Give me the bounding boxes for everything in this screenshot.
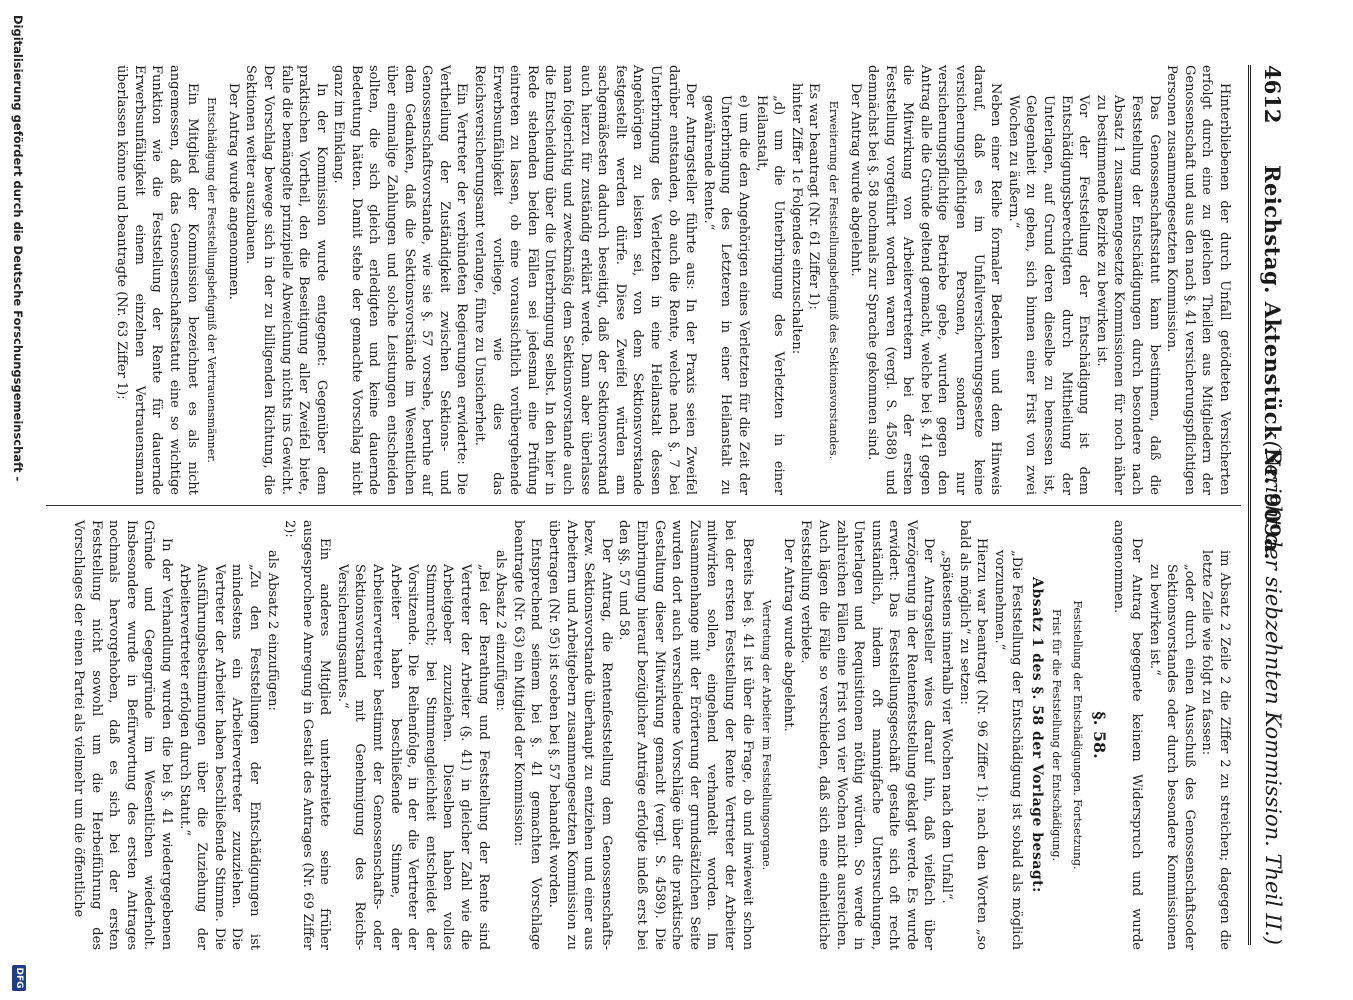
paragraph: Hinterbliebenen der durch Unfall getödteten Versicherten erfolgt durch eine zu gleichen Theilen aus Mitgliedern der Genossenschaft und aus den nach §. 41 versicherungspflichtigen Personen zusammengesetzten Kommission. (1164, 65, 1232, 495)
paragraph: „Die Feststellung der Entschädigung ist sobald als möglich vorzunehmen.“ (991, 550, 1025, 950)
paragraph: Der Antrag, die Rentenfeststellung dem Genossenschafts- bezw. Sektionsvorstande überhaupt zu entziehen und einer aus Arbeitern und Arbeitgebern zusammengesetzten Kommission zu übertragen (Nr. 95) ist soeben bei §. 57 behandelt worden. (546, 520, 614, 950)
paragraph: Neben einer Reihe formaler Bedenken und dem Hinweis darauf, daß es im Unfallversicherungsgesetze keine versicherungspflichtigen Personen, sondern nur versicherungspflichtige Betriebe gebe, wurden gegen den Antrag alle die Gründe geltend gemacht, welche bei §. 41 gegen die Mitwirkung von Arbeitervertretern bei der ersten Feststellung vorgeführt worden waren (vergl. S. 4588) und demnächst bei §. 58 nochmals zur Sprache gekommen sind. (865, 65, 1004, 495)
page-number: 4612 (1260, 65, 1285, 124)
paragraph: Hierzu war beantragt (Nr. 96 Ziffer 1): nach den Worten „so bald als möglich“ zu setzen: (956, 520, 990, 950)
paragraph: Vor der Feststellung der Entschädigung ist dem Entschädigungsberechtigten durch Mittheilung der Unterlagen, auf Grund deren dieselbe zu bemessen ist, Gelegenheit zu geben, sich binnen einer Frist von zwei Wochen zu äußern.“ (1005, 95, 1092, 495)
paragraph: Der Antrag begegnete keinem Widerspruch und wurde angenommen. (1111, 520, 1145, 950)
footer-text: Digitalisierung gefördert durch die Deutsche Forschungsgemeinschaft - (11, 15, 25, 482)
paragraph: als Absatz 2 einzufügen: (493, 550, 509, 711)
paragraph: „oder durch einen Ausschuß des Genossenschaftsoder Sektionsvorstandes oder durch besondere Kommissionen zu bewirken ist.“ (1146, 564, 1197, 950)
marginal-note: Entschädigung der Feststellungsbefugniß der Vertrauensmänner. (205, 97, 219, 463)
paragraph: „d) um die Unterbringung des Verletzten in einer Heilanstalt, (753, 95, 787, 495)
right-column (69, 520, 1233, 950)
paragraph: „spätestens innerhalb vier Wochen nach dem Unfall“. (939, 550, 955, 904)
section-heading: Absatz 1 des §. 58 der Vorlage besagt: (1029, 577, 1046, 893)
paragraph: „Zu den Feststellungen der Entschädigungen ist mindestens ein Arbeitervertreter zuzuziehen. Die Vertreter der Arbeiter haben beschließende Stimme. Die Ausführungsbestimmungen über die Zuziehung der Arbeitervertreter erfolgen durch Statut.“ (176, 564, 262, 950)
paragraph: Ein anderes Mitglied unterbreitete seine früher ausgesprochene Anregung in Gestalt des Antrages (Nr. 69 Ziffer 2): (282, 520, 333, 950)
paragraph: Das Genossenschaftsstatut kann bestimmen, daß die Feststellung der Entschädigungen durch besondere nach Absatz 1 zusammengesetzte Kommissionen für noch näher zu bestimmende Bezirke zu bewirken ist. (1093, 95, 1162, 495)
running-title: (Bericht der siebzehnten Kommission. Theil II.) (1261, 440, 1285, 945)
paragraph: Bereits bei §. 41 ist über die Frage, ob und inwieweit schon bei der ersten Feststellung der Rente Vertreter der Arbeiter mitwirken sollen, eingehend verhandelt worden. Im Zusammenhange mit der Erörterung der grundsätzlichen Seite wurden dort auch verschiedene Vorschläge über die praktische Gestaltung dieser Mitwirkung gemacht (vergl. S. 4589). Die Einbringung hierauf bezüglicher Anträge erfolgte indeß erst bei den §§. 57 und 58. (616, 520, 755, 950)
header-rule (1248, 65, 1251, 945)
paragraph: Der Antrag wurde abgelehnt. (780, 538, 796, 732)
paragraph: In der Kommission wurde entgegnet: Gegenüber dem praktischen Vortheil, den die Beseitigung aller Zweifel biete, falle die bemängelte prinzipielle Abweichung nichts ins Gewicht. Der Vorschlag bewege sich in der zu billigenden Richtung, die Sektionen weiter auszubauen. (243, 65, 329, 495)
left-column (113, 65, 1233, 495)
paragraph: hinter Ziffer 1c Folgendes einzuschalten: (788, 83, 804, 355)
paragraph: Entsprechend seinem bei §. 41 gemachten Vorschlage beantragte (Nr. 63) ein Mitglied der Kommission: (510, 520, 544, 950)
paragraph: Es war beantragt (Nr. 61 Ziffer 1): (806, 83, 822, 310)
marginal-note: Feststellung der Entschädigungen. Fortsetzung. (1071, 600, 1085, 870)
marginal-note: Vertretung der Arbeiter im Feststellungsorgane. (760, 599, 774, 871)
page-header (1253, 65, 1293, 945)
digitization-footer (8, 15, 28, 995)
paragraph: Der Antragsteller führte aus: In der Praxis seien Zweifel darüber entstanden, ob auch die Rente, welche nach §. 7 bei Unterbringung des Verletzten in eine Heilanstalt dessen Angehörigen zu leisten sei, von dem Sektionsvorstande festgestellt werden dürfe. Diese Zweifel würden am sachgemäßesten dadurch beseitigt, daß der Sektionsvorstand auch hierzu für zuständig erklärt werde. Dann aber überlasse man folgerichtig und zweckmäßig dem Sektionsvorstande auch die Entscheidung über die Unterbringung selbst. In den hier in Rede stehenden beiden Fällen sei jedesmal eine Prüfung eintreten zu lassen, ob eine voraussichtlich vorübergehende Erwerbsunfähigkeit vorliege, wie dies das Reichsversicherungsamt verlange, führe zu Unsicherheit. (472, 65, 699, 495)
marginal-note: Erweiterung der Feststellungsbefugniß des Sektionsvorstandes. (826, 100, 840, 460)
paragraph: e) um die den Angehörigen eines Verletzten für die Zeit der Unterbringung des Letzteren in einer Heilanstalt zu gewährende Rente.“ (700, 95, 751, 495)
paragraph: Der Antrag wurde angenommen. (225, 83, 241, 300)
paragraph: „Bei der Berathung und Feststellung der Rente sind Vertreter der Arbeiter (§. 41) in gleicher Zahl wie die Arbeitgeber zuzuziehen. Dieselben haben volles Stimmrecht; bei Stimmengleichheit entscheidet der Vorsitzende. Die Reihenfolge, in der die Vertreter der Arbeiter haben beschließende Stimme, der Arbeitervertreter bestimmt der Genossenschafts- oder Sektionsvorstand mit Genehmigung des Reichs-Versicherungsamtes.“ (334, 564, 491, 950)
paragraph: In der Verhandlung wurden die bei §. 41 wiedergegebenen Gründe und Gegengründe im Wesentlichen wiederholt. Insbesondere wurde in Befürwortung des ersten Antrages nochmals hervorgehoben, daß es sich bei der ersten Feststellung nicht sowohl um die Herbeiführung des Vorschlages der einen Partei als vielmehr um die öffentliche (71, 520, 174, 950)
marginal-note: Frist für die Feststellung der Entschädigung. (1049, 609, 1063, 861)
paragraph: Der Antrag wurde abgelehnt. (847, 83, 863, 277)
section-heading: §. 58. (1089, 711, 1109, 759)
paragraph: Ein Mitglied der Kommission bezeichnet es als nicht angemessen, daß das Genossenschaftsstatut eine so wichtige Funktion wie die Feststellung der Rente für dauernde Erwerbsunfähigkeit einem einzelnen Vertrauensmann überlassen könne und beantragte (Nr. 63 Ziffer 1): (114, 65, 200, 495)
column-divider (46, 505, 1241, 506)
paragraph: Ein Vertreter der verbündeten Regierungen erwiderte: Die Vertheilung der Zuständigkeit zwischen Sektions- und Genossenschaftsvorstande, wie sie §. 57 vorsehe, beruhe auf dem Gedanken, daß die Sektionsvorstände im Wesentlichen über einmalige Zahlungen und solche Leistungen entscheiden sollten, die sich gleich erledigten und keine dauernde Bedeutung hätten. Damit stehe der gemachte Vorschlag nicht ganz im Einklang. (331, 65, 470, 495)
paragraph: im Absatz 2 Zeile 2 die Ziffer 2 zu streichen; dagegen die letzte Zeile wie folgt zu fassen: (1199, 550, 1232, 950)
page-title: Reichstag. Aktenstück Nr. 909a. (1260, 165, 1285, 561)
paragraph: Der Antragsteller wies darauf hin, daß vielfach über Verzögerung in der Rentenfeststellung geklagt werde. Es wurde erwidert: Das Feststellungsgeschäft gestalte sich oft recht umständlich, indem oft mannigfache Untersuchungen, Unterlagen und Requisitionen nöthig würden. So werde in zahlreichen Fällen eine Frist von vier Wochen nicht ausreichen. Auch lägen die Fälle so verschieden, daß sich eine einheitliche Feststellung verbiete. (798, 520, 937, 950)
dfg-logo: DFG (12, 965, 26, 991)
paragraph: als Absatz 2 einzufügen: (264, 550, 280, 711)
